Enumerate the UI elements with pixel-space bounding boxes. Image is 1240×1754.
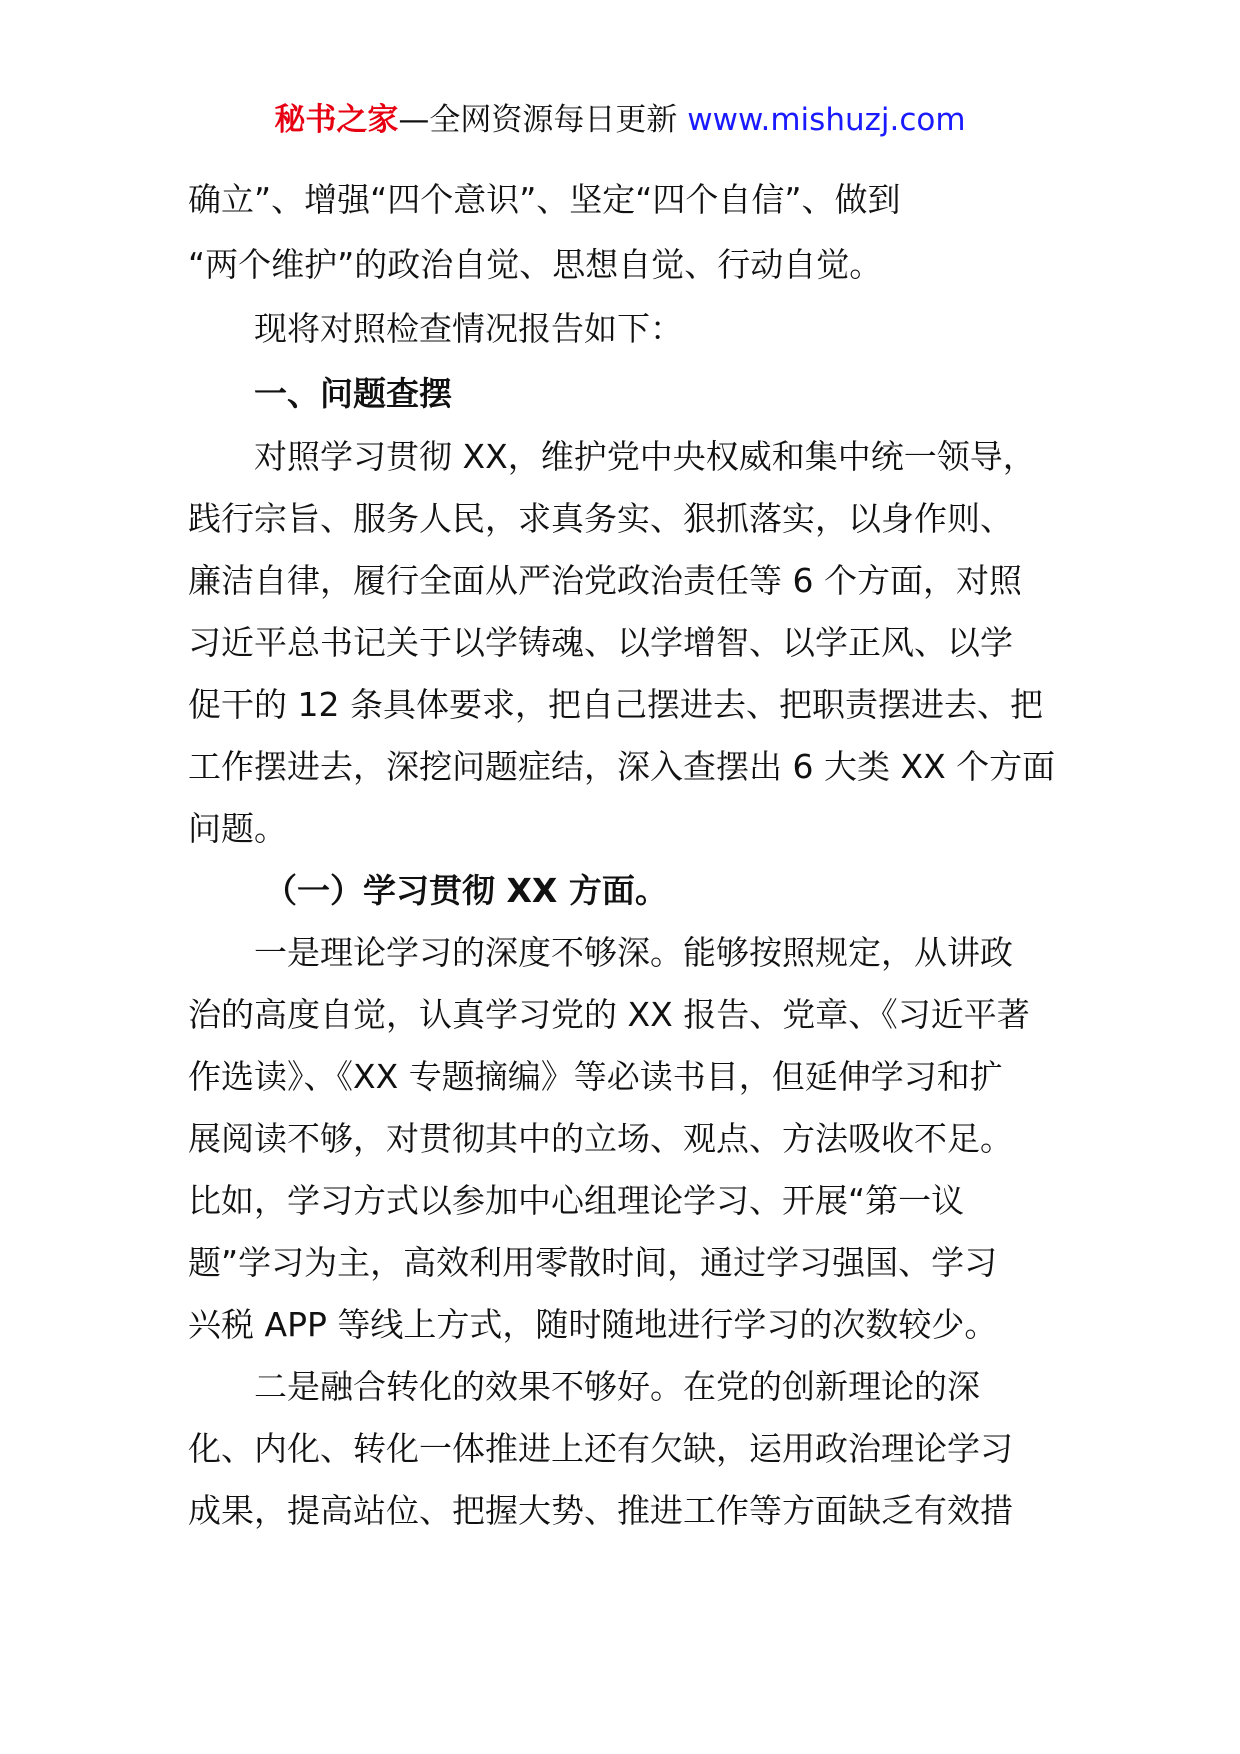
- paragraph-line: 作选读》、《XX 专题摘编》等必读书目，但延伸学习和扩: [188, 1057, 1003, 1096]
- paragraph-line: 成果，提高站位、把握大势、推进工作等方面缺乏有效措: [188, 1491, 1013, 1530]
- paragraph-line: 展阅读不够，对贯彻其中的立场、观点、方法吸收不足。: [188, 1119, 1013, 1158]
- paragraph-line: 兴税 APP 等线上方式，随时随地进行学习的次数较少。: [188, 1305, 998, 1344]
- paragraph-line: 廉洁自律，履行全面从严治党政治责任等 6 个方面，对照: [188, 561, 1022, 600]
- paragraph-line: 一是理论学习的深度不够深。能够按照规定，从讲政: [254, 933, 1013, 972]
- paragraph-line: 工作摆进去，深挖问题症结，深入查摆出 6 大类 XX 个方面: [188, 747, 1056, 786]
- subsection-heading: （一）学习贯彻 XX 方面。: [264, 871, 668, 910]
- section-heading: 一、问题查摆: [254, 373, 452, 413]
- document-body: [188, 168, 1068, 1542]
- site-brand: 秘书之家: [274, 102, 399, 138]
- paragraph-line: 确立”、增强“四个意识”、坚定“四个自信”、做到: [188, 180, 901, 219]
- paragraph-line: 化、内化、转化一体推进上还有欠缺，运用政治理论学习: [188, 1429, 1013, 1468]
- paragraph-line: 二是融合转化的效果不够好。在党的创新理论的深: [254, 1367, 980, 1406]
- paragraph-line: 题”学习为主，高效利用零散时间，通过学习强国、学习: [188, 1243, 998, 1282]
- paragraph-line: 比如，学习方式以参加中心组理论学习、开展“第一议: [188, 1181, 965, 1220]
- site-header: [0, 100, 1240, 140]
- paragraph-line: 问题。: [188, 809, 287, 848]
- paragraph-line: 治的高度自觉，认真学习党的 XX 报告、党章、《习近平著: [188, 995, 1030, 1034]
- site-tagline: —全网资源每日更新: [398, 102, 688, 138]
- paragraph-line: 现将对照检查情况报告如下：: [254, 309, 683, 348]
- paragraph-line: 对照学习贯彻 XX，维护党中央权威和集中统一领导，: [254, 437, 1036, 476]
- paragraph-line: 促干的 12 条具体要求，把自己摆进去、把职责摆进去、把: [188, 685, 1043, 724]
- site-url-link[interactable]: www.mishuzj.com: [687, 102, 966, 138]
- paragraph-line: 习近平总书记关于以学铸魂、以学增智、以学正风、以学: [188, 623, 1013, 662]
- paragraph-line: “两个维护”的政治自觉、思想自觉、行动自觉。: [188, 244, 883, 284]
- paragraph-line: 践行宗旨、服务人民，求真务实、狠抓落实，以身作则、: [188, 499, 1013, 538]
